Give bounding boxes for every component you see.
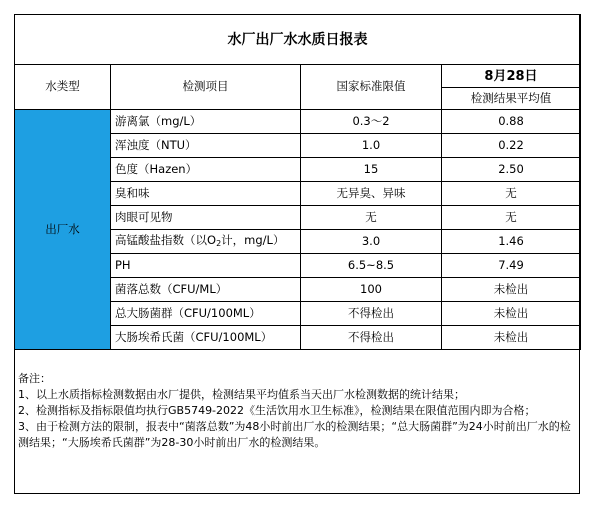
row-result: 未检出 xyxy=(442,326,581,350)
header-test-item: 检测项目 xyxy=(111,65,301,110)
row-standard: 不得检出 xyxy=(301,326,442,350)
row-item-subscript: 2 xyxy=(216,239,222,248)
row-standard: 0.3～2 xyxy=(301,110,442,134)
note-item: 1、以上水质指标检测数据由水厂提供，检测结果平均值系当天出厂水检测数据的统计结果； xyxy=(18,388,465,401)
row-item: 游离氯（mg/L） xyxy=(111,110,301,134)
row-item xyxy=(111,230,301,254)
row-item: PH xyxy=(111,254,301,278)
header-date: 8月28日 xyxy=(442,65,581,88)
row-result: 7.49 xyxy=(442,254,581,278)
row-item: 总大肠菌群（CFU/100ML） xyxy=(111,302,301,326)
row-result: 1.46 xyxy=(442,230,581,254)
row-result: 无 xyxy=(442,182,581,206)
row-item: 肉眼可见物 xyxy=(111,206,301,230)
water-quality-table xyxy=(14,14,581,350)
row-standard: 15 xyxy=(301,158,442,182)
row-item: 臭和味 xyxy=(111,182,301,206)
row-standard: 无 xyxy=(301,206,442,230)
header-water-type: 水类型 xyxy=(15,65,111,110)
notes-heading: 备注： xyxy=(18,372,51,385)
row-standard: 不得检出 xyxy=(301,302,442,326)
row-item: 大肠埃希氏菌（CFU/100ML） xyxy=(111,326,301,350)
note-item: 3、由于检测方法的限制，报表中“菌落总数”为48小时前出厂水的检测结果；“总大肠菌群”为24小时前出厂水的检测结果；“大肠埃希氏菌群”为28-30小时前出厂水的检测结果。 xyxy=(18,420,571,449)
row-item-post: 计，mg/L） xyxy=(221,233,285,247)
row-result: 未检出 xyxy=(442,278,581,302)
row-result: 0.88 xyxy=(442,110,581,134)
row-item: 浑浊度（NTU） xyxy=(111,134,301,158)
row-result: 2.50 xyxy=(442,158,581,182)
row-result: 0.22 xyxy=(442,134,581,158)
row-result: 无 xyxy=(442,206,581,230)
row-standard: 无异臭、异味 xyxy=(301,182,442,206)
row-result: 未检出 xyxy=(442,302,581,326)
row-standard: 3.0 xyxy=(301,230,442,254)
header-result: 检测结果平均值 xyxy=(442,88,581,110)
report-title: 水厂出厂水水质日报表 xyxy=(15,15,581,65)
row-standard: 1.0 xyxy=(301,134,442,158)
row-item-pre: 高锰酸盐指数（以O xyxy=(115,233,217,247)
note-item: 2、检测指标及指标限值均执行GB5749-2022《生活饮用水卫生标准》，检测结果在限值范围内即为合格； xyxy=(18,404,536,417)
notes-section xyxy=(18,371,578,451)
row-standard: 6.5~8.5 xyxy=(301,254,442,278)
row-item: 色度（Hazen） xyxy=(111,158,301,182)
water-type-cell: 出厂水 xyxy=(15,110,111,350)
row-standard: 100 xyxy=(301,278,442,302)
header-standard: 国家标准限值 xyxy=(301,65,442,110)
row-item: 菌落总数（CFU/ML） xyxy=(111,278,301,302)
